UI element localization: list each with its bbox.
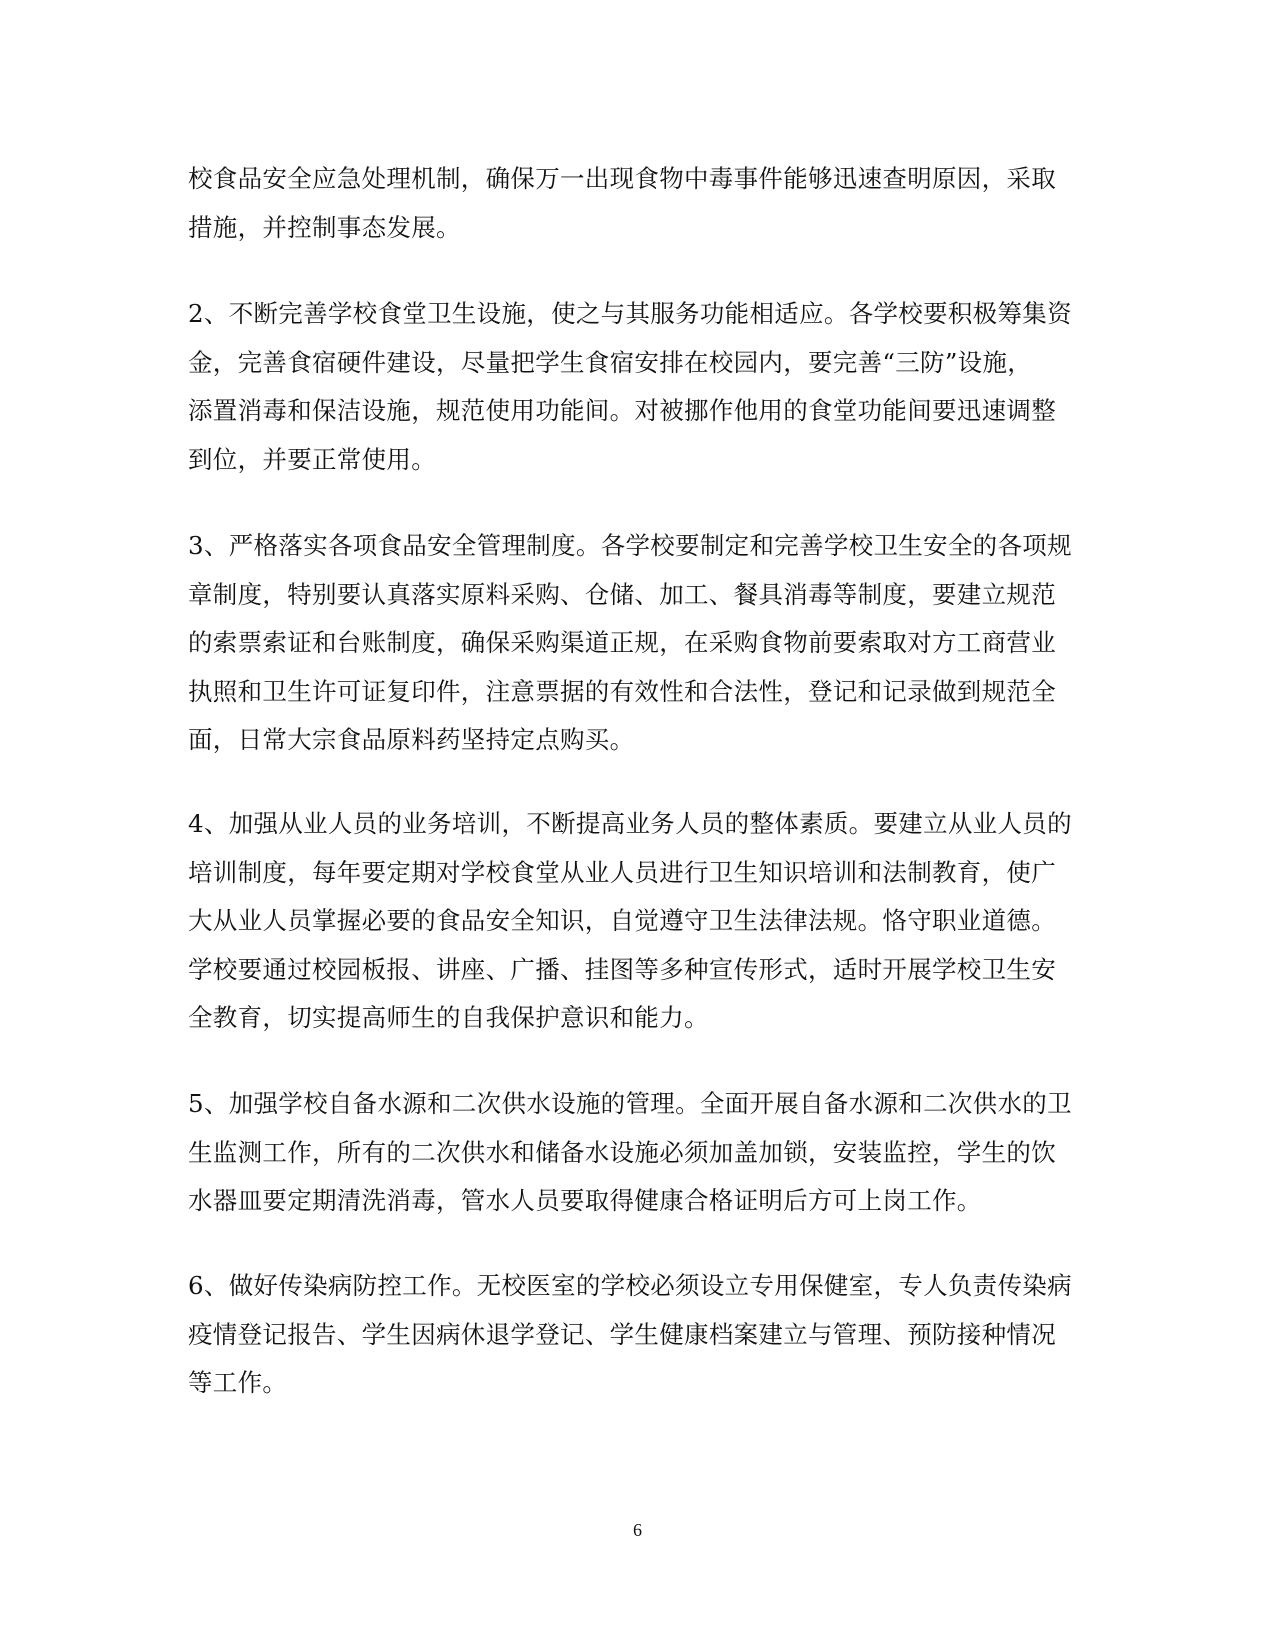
text-line: 培训制度，每年要定期对学校食堂从业人员进行卫生知识培训和法制教育，使广: [188, 857, 1056, 887]
text-line: 全教育，切实提高师生的自我保护意识和能力。: [188, 1003, 709, 1032]
text-line: 疫情登记报告、学生因病休退学登记、学生健康档案建立与管理、预防接种情况: [188, 1319, 1056, 1349]
paragraph-item-2: [188, 290, 1072, 484]
text-line: 执照和卫生许可证复印件，注意票据的有效性和合法性，登记和记录做到规范全: [188, 676, 1056, 706]
text-line: 章制度，特别要认真落实原料采购、仓储、加工、餐具消毒等制度，要建立规范: [188, 579, 1056, 609]
text-line: 大从业人员掌握必要的食品安全知识，自觉遵守卫生法律法规。恪守职业道德。: [188, 906, 1056, 935]
text-line: 生监测工作，所有的二次供水和储备水设施必须加盖加锁，安装监控，学生的饮: [188, 1137, 1056, 1167]
paragraph-item-5: [188, 1080, 1072, 1226]
page-number: 6: [633, 1520, 642, 1540]
text-line: 3、严格落实各项食品安全管理制度。各学校要制定和完善学校卫生安全的各项规: [188, 531, 1072, 560]
text-line: 的索票索证和台账制度，确保采购渠道正规，在采购食物前要索取对方工商营业: [188, 628, 1056, 657]
text-line: 2、不断完善学校食堂卫生设施，使之与其服务功能相适应。各学校要积极筹集资: [188, 299, 1072, 328]
text-line: 面，日常大宗食品原料药坚持定点购买。: [188, 725, 635, 754]
text-line: 添置消毒和保洁设施，规范使用功能间。对被挪作他用的食堂功能间要迅速调整: [188, 396, 1056, 425]
text-line: 校食品安全应急处理机制，确保万一出现食物中毒事件能够迅速查明原因，采取: [188, 164, 1056, 193]
paragraph-continuation: [188, 155, 1068, 252]
text-line: 等工作。: [188, 1368, 288, 1397]
text-line: 4、加强从业人员的业务培训，不断提高业务人员的整体素质。要建立从业人员的: [188, 809, 1072, 838]
text-line: 水器皿要定期清洗消毒，管水人员要取得健康合格证明后方可上岗工作。: [188, 1186, 982, 1215]
text-line: 到位，并要正常使用。: [188, 444, 436, 474]
text-line: 金，完善食宿硬件建设，尽量把学生食宿安排在校园内，要完善“三防”设施，: [188, 347, 1033, 377]
text-line: 6、做好传染病防控工作。无校医室的学校必须设立专用保健室，专人负责传染病: [188, 1271, 1072, 1300]
text-line: 学校要通过校园板报、讲座、广播、挂图等多种宣传形式，适时开展学校卫生安: [188, 954, 1056, 984]
paragraph-item-6: [188, 1262, 1072, 1408]
paragraph-item-3: [188, 522, 1072, 765]
paragraph-item-4: [188, 800, 1072, 1043]
text-line: 5、加强学校自备水源和二次供水设施的管理。全面开展自备水源和二次供水的卫: [188, 1089, 1072, 1118]
text-line: 措施，并控制事态发展。: [188, 212, 461, 242]
